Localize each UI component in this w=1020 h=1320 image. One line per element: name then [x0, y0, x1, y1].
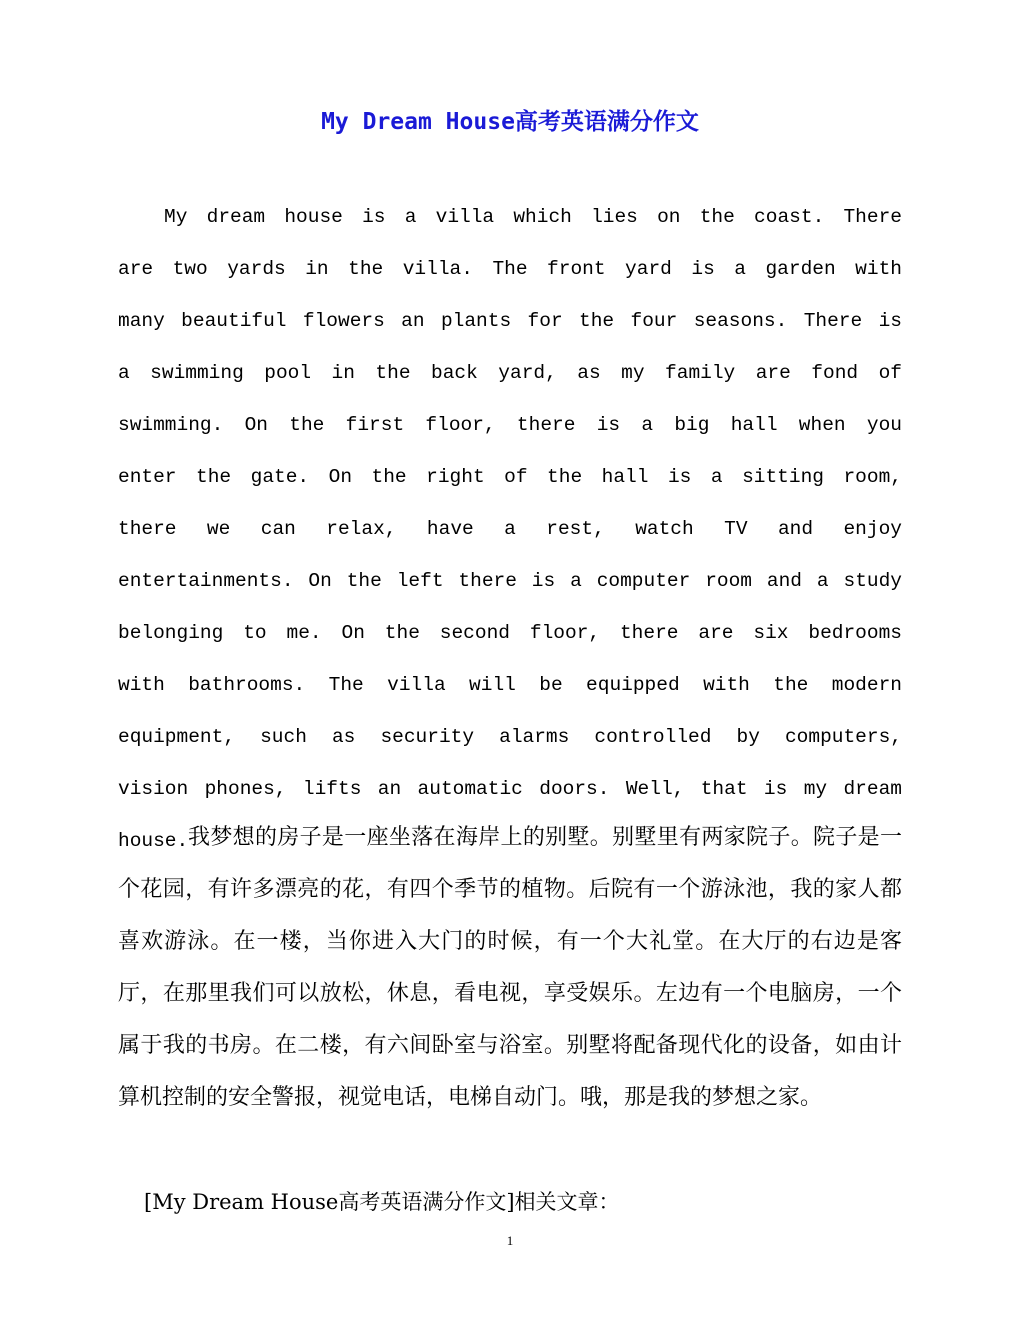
english-essay-paragraph: My dream house is a villa which lies on the coast. There are two yards in the villa. The front yard is a garden with many beautiful flowers an plants for the four seasons. There is a swimming pool in the back yard, as my family are fond of swimming. On the first floor, there is a big hall when you enter the gate. On the right of the hall is a sitting room, there we can relax, have a rest, watch TV and enjoy entertainments. On the left there is a computer room and a study belonging to me. On the second floor, there are six bedrooms with bathrooms. The villa will be equipped with the modern equipment, such as security alarms controlled by computers, vision phones, lifts an automatic doors. Well, that is my dream house. [118, 206, 902, 852]
related-prefix: [ [144, 1190, 153, 1214]
related-articles-heading [144, 1182, 904, 1222]
document-title: My Dream House高考英语满分作文 [321, 109, 699, 135]
page-number: 1 [506, 1233, 514, 1248]
chinese-translation-paragraph: 我梦想的房子是一座坐落在海岸上的别墅。别墅里有两家院子。院子是一个花园，有许多漂亮的花，有四个季节的植物。后院有一个游泳池，我的家人都喜欢游泳。在一楼，当你进入大门的时候，有一个大礼堂。在大厅的右边是客厅，在那里我们可以放松，休息，看电视，享受娱乐。左边有一个电脑房，一个属于我的书房。在二楼，有六间卧室与浴室。别墅将配备现代化的设备，如由计算机控制的安全警报，视觉电话，电梯自动门。哦，那是我的梦想之家。 [118, 825, 902, 1110]
related-suffix: ]相关文章： [506, 1190, 620, 1214]
related-title-link[interactable]: My Dream House高考英语满分作文 [152, 1190, 507, 1214]
